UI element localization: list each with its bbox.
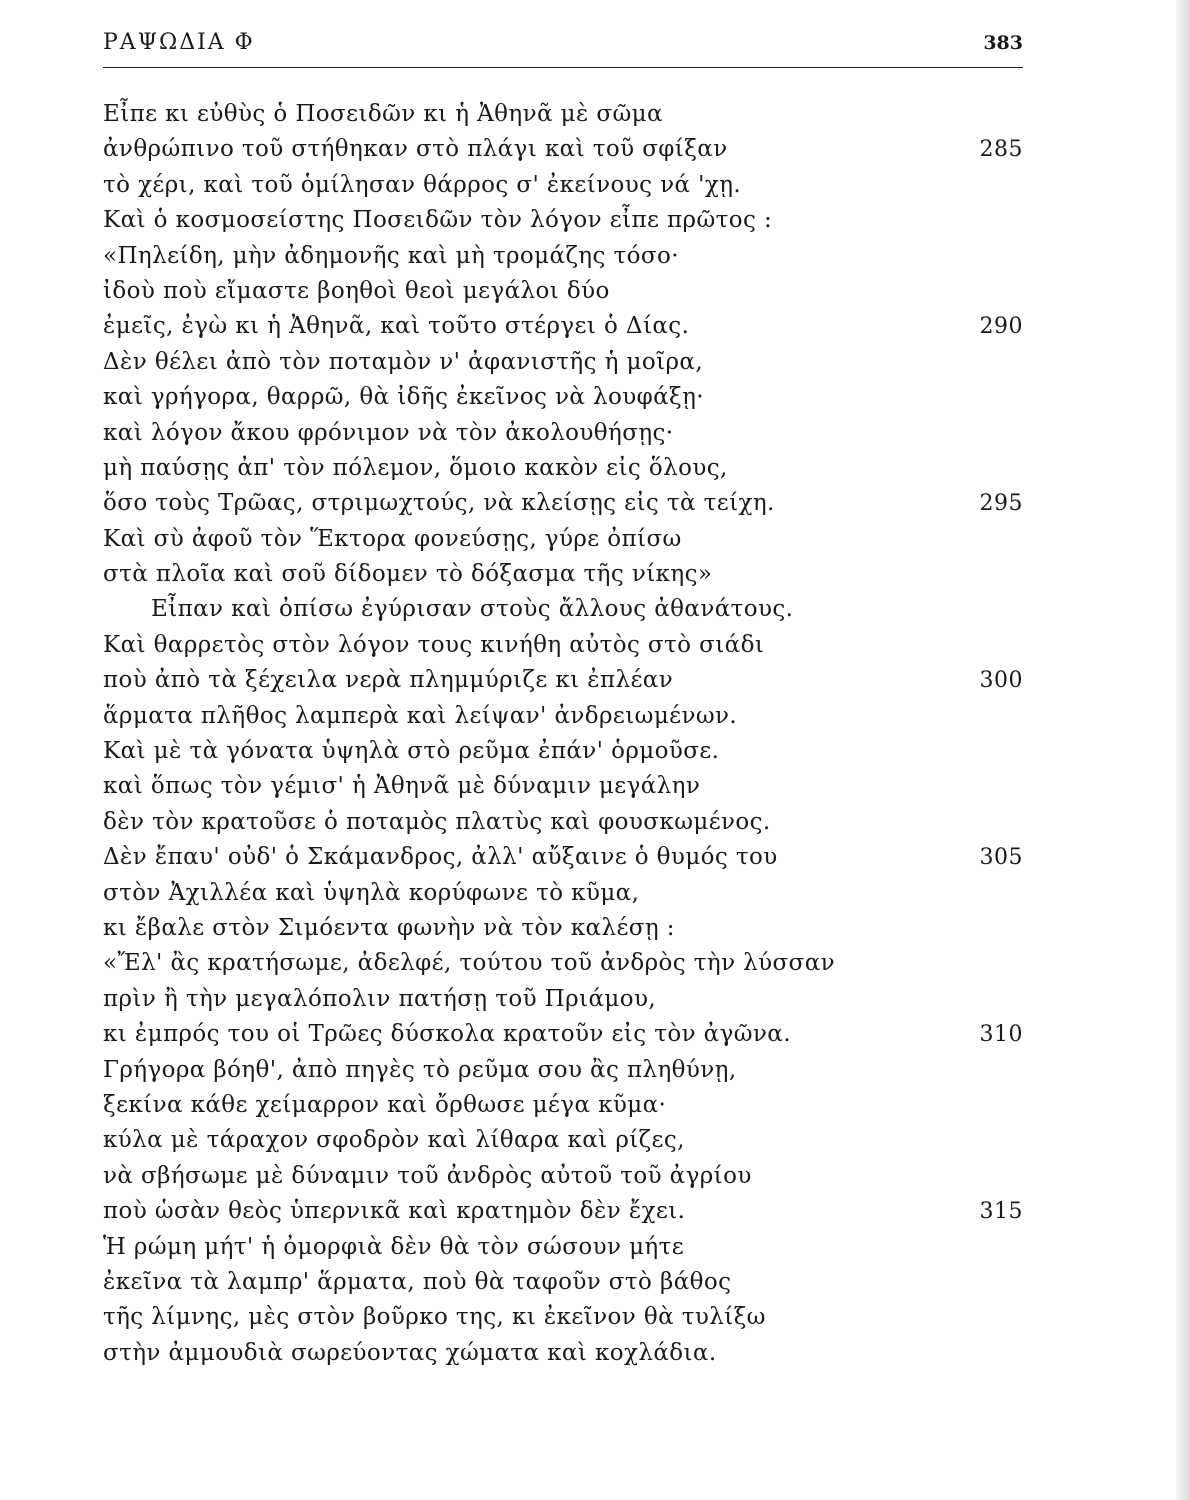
verse-line (103, 946, 1023, 981)
verse-text: δὲν τὸν κρατοῦσε ὁ ποταμὸς πλατὺς καὶ φουσκωμένος. (103, 808, 771, 835)
verse-text: στὸν Ἀχιλλέα καὶ ὑψηλὰ κορύφωνε τὸ κῦμα, (103, 879, 640, 906)
verse-text: Καὶ θαρρετὸς στὸν λόγον τους κινήθη αὐτὸς στὸ σιάδι (103, 631, 765, 658)
line-number: 300 (979, 668, 1023, 694)
verse-line (103, 1159, 1023, 1194)
verse-text: Γρήγορα βόηθ', ἀπὸ πηγὲς τὸ ρεῦμα σου ἂς πληθύνῃ, (103, 1056, 737, 1083)
verse-line (103, 699, 1023, 734)
verse-line (103, 982, 1023, 1017)
verse-text: κι ἔβαλε στὸν Σιμόεντα φωνὴν νὰ τὸν καλέσῃ : (103, 914, 675, 941)
verse-text: τῆς λίμνης, μὲς στὸν βοῦρκο της, κι ἐκεῖνον θὰ τυλίξω (103, 1304, 766, 1331)
verse-text: κι ἐμπρός του οἱ Τρῶες δύσκολα κρατοῦν εἰς τὸν ἀγῶνα. (103, 1021, 791, 1048)
verse-text: καὶ ὅπως τὸν γέμισ' ἡ Ἀθηνᾶ μὲ δύναμιν μεγάλην (103, 773, 701, 800)
book-title: ΡΑΨΩΔΙΑ Φ (103, 30, 255, 55)
line-number: 285 (979, 137, 1023, 163)
verse-line (103, 1336, 1023, 1371)
verse-line (103, 911, 1023, 946)
verse-line (103, 132, 1023, 167)
verse-line (103, 239, 1023, 274)
verse-line (103, 451, 1023, 486)
verse-text: Εἶπαν καὶ ὀπίσω ἐγύρισαν στοὺς ἄλλους ἀθανάτους. (151, 596, 794, 623)
verse-text: ἰδοὺ ποὺ εἴμαστε βοηθοὶ θεοὶ μεγάλοι δύο (103, 277, 610, 304)
verse-text: Καὶ ὁ κοσμοσείστης Ποσειδῶν τὸν λόγον εἶπε πρῶτος : (103, 207, 773, 234)
verse-line (103, 663, 1023, 698)
verse-line (103, 557, 1023, 592)
verse-text: ποὺ ὡσὰν θεὸς ὑπερνικᾶ καὶ κρατημὸν δὲν ἔχει. (103, 1198, 686, 1225)
verse-line (103, 1123, 1023, 1158)
verse-block (103, 97, 1023, 1371)
verse-line (103, 592, 1023, 627)
verse-text: ἀνθρώπινο τοῦ στήθηκαν στὸ πλάγι καὶ τοῦ σφίξαν (103, 136, 728, 163)
verse-line (103, 274, 1023, 309)
verse-text: στὴν ἀμμουδιὰ σωρεύοντας χώματα καὶ κοχλάδια. (103, 1339, 717, 1366)
verse-line (103, 97, 1023, 132)
verse-text: κύλα μὲ τάραχον σφοδρὸν καὶ λίθαρα καὶ ρίζες, (103, 1127, 685, 1154)
verse-line (103, 309, 1023, 344)
line-number: 295 (979, 491, 1023, 517)
verse-line (103, 380, 1023, 415)
header-rule (103, 67, 1023, 68)
verse-line (103, 1194, 1023, 1229)
verse-text: ἅρματα πλῆθος λαμπερὰ καὶ λείψαν' ἀνδρειωμένων. (103, 702, 738, 729)
verse-line (103, 345, 1023, 380)
verse-text: ἐμεῖς, ἐγὼ κι ἡ Ἀθηνᾶ, καὶ τοῦτο στέργει ὁ Δίας. (103, 313, 690, 340)
verse-line (103, 876, 1023, 911)
verse-text: Εἶπε κι εὐθὺς ὁ Ποσειδῶν κι ἡ Ἀθηνᾶ μὲ σῶμα (103, 101, 663, 127)
verse-text: ξεκίνα κάθε χείμαρρον καὶ ὄρθωσε μέγα κῦμα· (103, 1091, 667, 1118)
verse-text: Δὲν ἔπαυ' οὐδ' ὁ Σκάμανδρος, ἀλλ' αὔξαινε ὁ θυμός του (103, 844, 778, 871)
page-edge (1176, 0, 1190, 1500)
verse-text: Καὶ σὺ ἀφοῦ τὸν Ἕκτορα φονεύσῃς, γύρε ὀπίσω (103, 525, 682, 552)
line-number: 315 (979, 1199, 1023, 1225)
verse-text: Ἡ ρώμη μήτ' ἡ ὀμορφιὰ δὲν θὰ τὸν σώσουν μήτε (103, 1233, 685, 1260)
verse-text: καὶ λόγον ἄκου φρόνιμον νὰ τὸν ἀκολουθήσῃς· (103, 419, 674, 446)
verse-line (103, 628, 1023, 663)
line-number: 290 (979, 314, 1023, 340)
verse-text: στὰ πλοῖα καὶ σοῦ δίδομεν τὸ δόξασμα τῆς νίκης» (103, 561, 713, 588)
page-header (103, 26, 1023, 66)
verse-text: Δὲν θέλει ἀπὸ τὸν ποταμὸν ν' ἀφανιστῆς ἡ μοῖρα, (103, 348, 704, 375)
verse-text: Καὶ μὲ τὰ γόνατα ὑψηλὰ στὸ ρεῦμα ἐπάν' ὁρμοῦσε. (103, 738, 720, 765)
verse-text: ποὺ ἀπὸ τὰ ξέχειλα νερὰ πλημμύριζε κι ἐπλέαν (103, 667, 674, 694)
verse-line (103, 1300, 1023, 1335)
verse-line (103, 486, 1023, 521)
verse-text: «Ἔλ' ἂς κρατήσωμε, ἀδελφέ, τούτου τοῦ ἀνδρὸς τὴν λύσσαν (103, 950, 836, 977)
verse-line (103, 805, 1023, 840)
verse-line (103, 522, 1023, 557)
verse-text: «Πηλείδη, μὴν ἀδημονῆς καὶ μὴ τρομάζης τόσο· (103, 242, 679, 269)
verse-line (103, 1088, 1023, 1123)
verse-line (103, 1017, 1023, 1052)
verse-text: τὸ χέρι, καὶ τοῦ ὁμίλησαν θάρρος σ' ἐκείνους νά 'χῃ. (103, 171, 742, 198)
line-number: 310 (979, 1022, 1023, 1048)
verse-line (103, 840, 1023, 875)
verse-line (103, 734, 1023, 769)
verse-text: μὴ παύσῃς ἀπ' τὸν πόλεμον, ὅμοιο κακὸν εἰς ὅλους, (103, 454, 728, 481)
verse-line (103, 1053, 1023, 1088)
verse-line (103, 1230, 1023, 1265)
verse-line (103, 1265, 1023, 1300)
verse-text: καὶ γρήγορα, θαρρῶ, θὰ ἰδῆς ἐκεῖνος νὰ λουφάξῃ· (103, 384, 704, 411)
verse-text: νὰ σβήσωμε μὲ δύναμιν τοῦ ἀνδρὸς αὐτοῦ τοῦ ἀγρίου (103, 1162, 752, 1189)
line-number: 305 (979, 845, 1023, 871)
verse-line (103, 203, 1023, 238)
verse-line (103, 416, 1023, 451)
page-number: 383 (983, 32, 1023, 54)
verse-text: ἐκεῖνα τὰ λαμπρ' ἅρματα, ποὺ θὰ ταφοῦν στὸ βάθος (103, 1268, 732, 1295)
verse-text: πρὶν ἢ τὴν μεγαλόπολιν πατήσῃ τοῦ Πριάμου, (103, 985, 657, 1012)
verse-line (103, 168, 1023, 203)
verse-text: ὅσο τοὺς Τρῶας, στριμωχτούς, νὰ κλείσῃς εἰς τὰ τείχη. (103, 490, 775, 517)
verse-line (103, 769, 1023, 804)
